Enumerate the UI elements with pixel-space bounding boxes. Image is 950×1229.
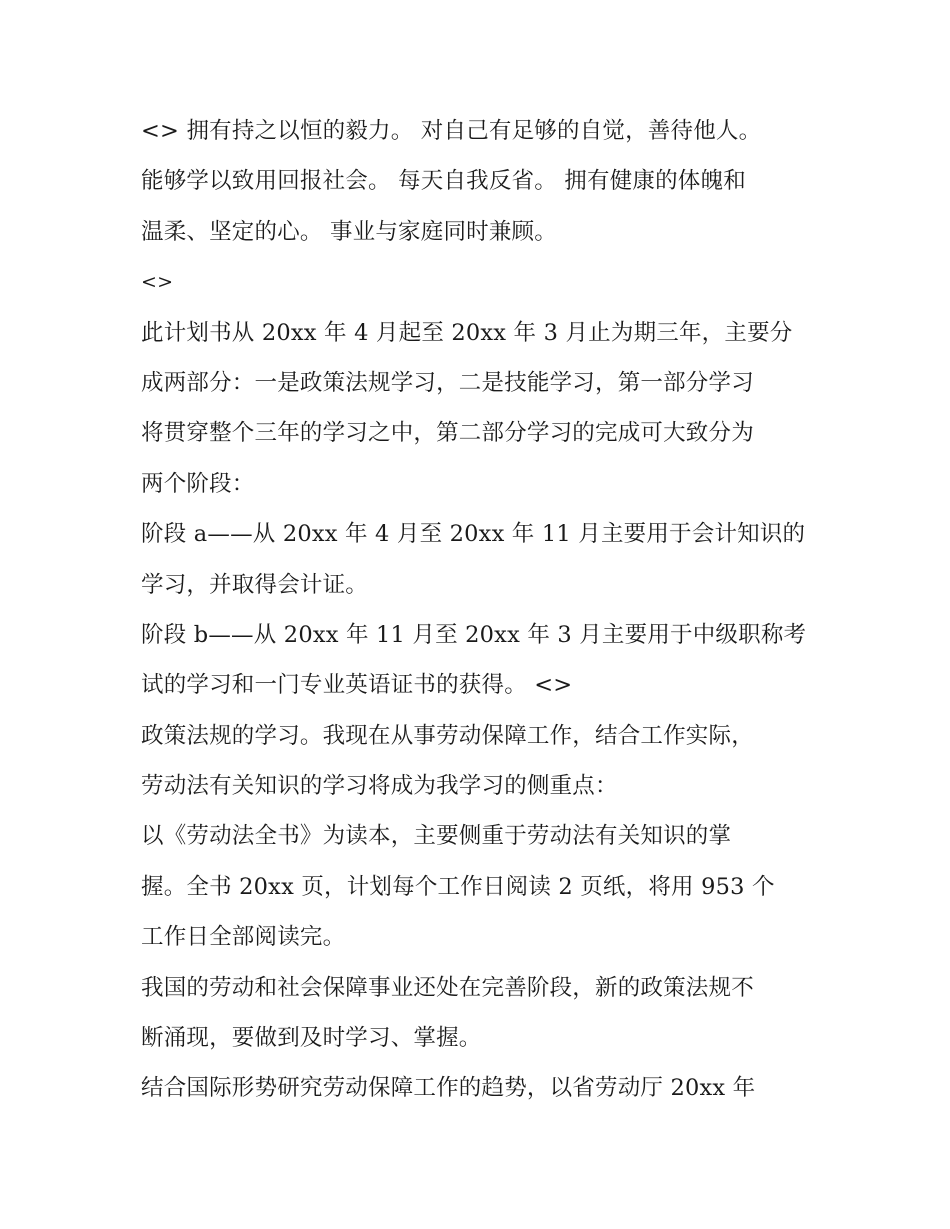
text-line: 我国的劳动和社会保障事业还处在完善阶段，新的政策法规不: [141, 974, 754, 1001]
text-line: 学习，并取得会计证。: [141, 571, 369, 598]
text-line: 断涌现，要做到及时学习、掌握。: [141, 1025, 482, 1052]
text-line: 此计划书从 20xx 年 4 月起至 20xx 年 3 月止为期三年，主要分: [141, 319, 793, 346]
text-line: 阶段 b——从 20xx 年 11 月至 20xx 年 3 月主要用于中级职称考: [141, 621, 807, 648]
text-line: 阶段 a——从 20xx 年 4 月至 20xx 年 11 月主要用于会计知识的: [141, 521, 806, 548]
text-line: 试的学习和一门专业英语证书的获得。 <>: [141, 672, 573, 699]
text-line: <>: [141, 271, 174, 294]
text-line: 成两部分：一是政策法规学习，二是技能学习，第一部分学习: [141, 369, 754, 396]
document-body: [141, 112, 821, 1120]
text-line: 握。全书 20xx 页，计划每个工作日阅读 2 页纸，将用 953 个: [141, 873, 775, 900]
text-line: 劳动法有关知识的学习将成为我学习的侧重点：: [141, 773, 618, 800]
text-line: 以《劳动法全书》为读本，主要侧重于劳动法有关知识的掌: [141, 823, 732, 850]
text-line: 将贯穿整个三年的学习之中，第二部分学习的完成可大致分为: [141, 420, 754, 447]
text-line: 工作日全部阅读完。: [141, 924, 346, 951]
text-line: 能够学以致用回报社会。 每天自我反省。 拥有健康的体魄和: [141, 168, 746, 195]
text-line: <> 拥有持之以恒的毅力。 对自己有足够的自觉，善待他人。: [141, 118, 762, 144]
text-line: 政策法规的学习。我现在从事劳动保障工作，结合工作实际，: [141, 722, 754, 749]
text-line: 两个阶段：: [141, 470, 255, 497]
text-line: 温柔、坚定的心。 事业与家庭同时兼顾。: [141, 218, 557, 245]
text-line: 结合国际形势研究劳动保障工作的趋势，以省劳动厅 20xx 年: [141, 1075, 756, 1102]
